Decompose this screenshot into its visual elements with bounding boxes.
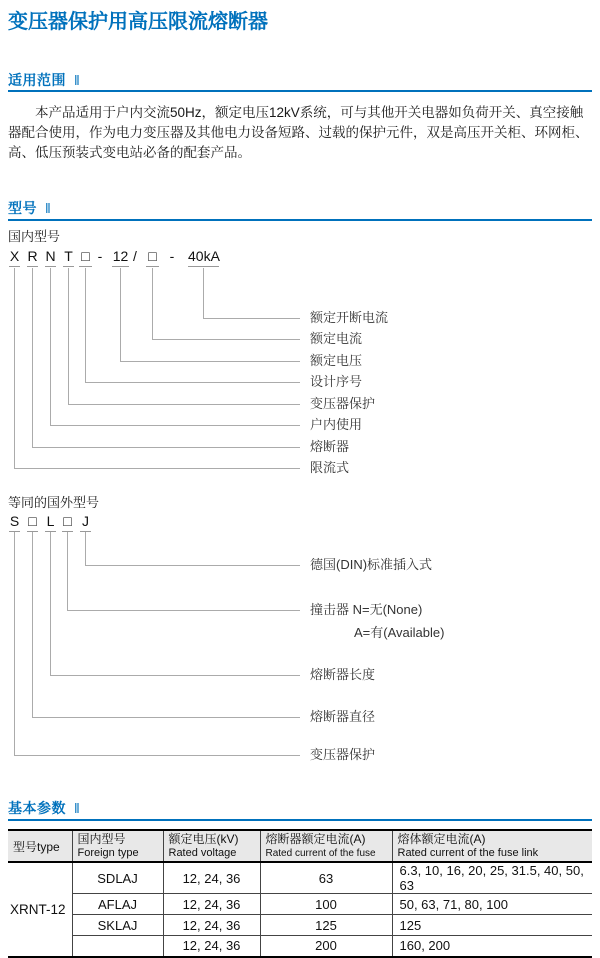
code-char: X xyxy=(9,248,20,267)
cell-foreign-type: AFLAJ xyxy=(72,894,163,915)
code-char: 40kA xyxy=(188,248,219,267)
annotation-indoor-use: 户内使用 xyxy=(310,417,363,432)
code-char: 12 xyxy=(112,248,129,267)
foreign-model-label: 等同的国外型号 xyxy=(8,495,100,510)
section-header-params xyxy=(8,798,80,818)
cell-fuse-link-current: 6.3, 10, 16, 20, 25, 31.5, 40, 50, 63 xyxy=(399,863,584,893)
cell-rated-voltage: 12, 24, 36 xyxy=(163,894,260,915)
annotation-design-serial: 设计序号 xyxy=(310,374,363,389)
cell-rated-voltage: 12, 24, 36 xyxy=(163,915,260,936)
section-rule-scope xyxy=(8,90,592,92)
domestic-model-label: 国内型号 xyxy=(8,229,61,244)
code-char: T xyxy=(63,248,74,267)
cell-rated-voltage: 12, 24, 36 xyxy=(163,862,260,894)
section-marker-icon: ‖ xyxy=(45,200,52,216)
annotation-striker-none: 撞击器 N=无(None) xyxy=(310,602,423,617)
annotation-transformer-protection: 变压器保护 xyxy=(310,396,376,411)
cell-fuse-current: 100 xyxy=(260,894,392,915)
code-placeholder-box: □ xyxy=(27,513,38,532)
col-header-fuse-current: 熔断器额定电流(A) Rated current of the fuse xyxy=(260,830,392,862)
code-char: J xyxy=(80,513,91,532)
cell-foreign-type: SKLAJ xyxy=(72,915,163,936)
code-char: S xyxy=(9,513,20,532)
code-placeholder-box: □ xyxy=(146,248,159,267)
cell-foreign-type: SDLAJ xyxy=(72,862,163,894)
basic-parameters-table xyxy=(8,829,592,958)
cell-fuse-link-current: 50, 63, 71, 80, 100 xyxy=(392,894,592,915)
table-header-row xyxy=(8,830,592,862)
code-separator: / xyxy=(133,248,137,264)
annotation-rated-current: 额定电流 xyxy=(310,331,363,346)
annotation-striker-available: A=有(Available) xyxy=(354,625,445,640)
table-row xyxy=(8,862,592,894)
col-header-rated-voltage: 额定电压(kV) Rated voltage xyxy=(163,830,260,862)
table-row xyxy=(8,915,592,936)
cell-fuse-link-current: 125 xyxy=(392,915,592,936)
annotation-rated-voltage: 额定电压 xyxy=(310,353,363,368)
code-separator: - xyxy=(169,248,175,264)
section-title-model: 型号 xyxy=(8,200,37,216)
cell-foreign-type xyxy=(72,936,163,957)
code-placeholder-box: □ xyxy=(79,248,92,267)
cell-fuse-current: 125 xyxy=(260,915,392,936)
section-title-scope: 适用范围 xyxy=(8,72,66,88)
code-char: R xyxy=(27,248,38,267)
annotation-current-limiting: 限流式 xyxy=(310,460,350,475)
code-char: N xyxy=(45,248,56,267)
annotation-transformer-protection: 变压器保护 xyxy=(310,747,376,762)
annotation-din-standard-plug-in: 德国(DIN)标准插入式 xyxy=(310,557,433,572)
annotation-rated-breaking-current: 额定开断电流 xyxy=(310,310,389,325)
cell-fuse-current: 200 xyxy=(260,936,392,957)
annotation-fuse-length: 熔断器长度 xyxy=(310,667,376,682)
col-header-foreign-type: 国内型号 Foreign type xyxy=(72,830,163,862)
section-header-model xyxy=(8,198,51,218)
annotation-fuse-diameter: 熔断器直径 xyxy=(310,709,376,724)
section-rule-params xyxy=(8,819,592,821)
cell-type: XRNT-12 xyxy=(8,862,72,957)
scope-paragraph: 本产品适用于户内交流50Hz，额定电压12kV系统，可与其他开关电器如负荷开关、真空接触器配合使用，作为电力变压器及其他电力设备短路、过载的保护元件，双是高压开关柜、环网柜、高、低压预装式变电站必备的配套产品。 xyxy=(8,105,589,160)
code-separator: - xyxy=(97,248,103,264)
table-row xyxy=(8,894,592,915)
code-placeholder-box: □ xyxy=(62,513,73,532)
cell-rated-voltage: 12, 24, 36 xyxy=(163,936,260,957)
section-marker-icon: ‖ xyxy=(74,800,81,816)
col-header-fuse-link-current: 熔体额定电流(A) Rated current of the fuse link xyxy=(392,830,592,862)
page-title: 变压器保护用高压限流熔断器 xyxy=(8,11,268,33)
code-char: L xyxy=(45,513,56,532)
section-header-scope xyxy=(8,70,80,90)
table-row xyxy=(8,936,592,957)
col-header-type: 型号type xyxy=(8,830,72,862)
cell-fuse-link-current: 160, 200 xyxy=(392,936,592,957)
annotation-fuse: 熔断器 xyxy=(310,439,350,454)
section-title-params: 基本参数 xyxy=(8,800,66,816)
section-rule-model xyxy=(8,219,592,221)
section-marker-icon: ‖ xyxy=(74,72,81,88)
cell-fuse-current: 63 xyxy=(260,862,392,894)
